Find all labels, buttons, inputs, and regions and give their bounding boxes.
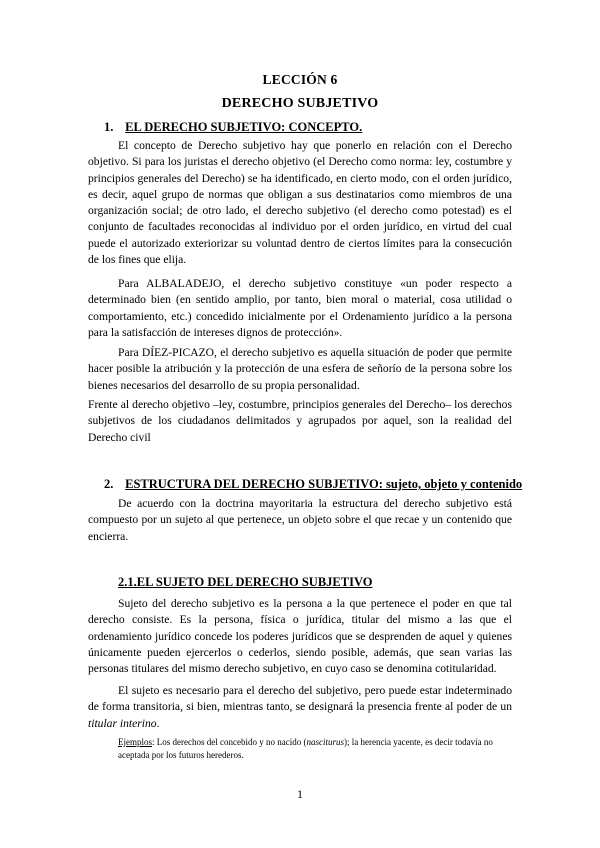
section-1-paragraph-4: Frente al derecho objetivo –ley, costumbre, principios generales del Derecho– los derechos subjetivos de los ciudadanos delimitados y agrupados por aquel, son la realidad del Derecho civil: [88, 398, 512, 444]
section-2-title: ESTRUCTURA DEL DERECHO SUBJETIVO: sujeto, objeto y contenido: [125, 477, 523, 491]
section-2-1-paragraph-2: [88, 683, 512, 732]
examples-note: [118, 736, 518, 762]
main-title: DERECHO SUBJETIVO: [221, 96, 379, 111]
examples-text-1: : Los derechos del concebido y no nacido (: [152, 737, 307, 747]
lesson-title: LECCIÓN 6: [262, 72, 338, 87]
section-1-heading: [104, 120, 362, 135]
section-2-1-title: 2.1.EL SUJETO DEL DERECHO SUBJETIVO: [118, 575, 373, 589]
examples-label: Ejemplos: [118, 737, 152, 747]
section-1-paragraph-3: Para DÍEZ-PICAZO, el derecho subjetivo es aquella situación de poder que permite hacer posible la atribución y la protección de una esfera de señorío de la persona sobre los bienes necesarios del desarrollo de su propia personalidad.: [88, 346, 512, 392]
paragraph-2-end: .: [156, 716, 160, 730]
paragraph-2-main-text: El sujeto es necesario para el derecho del subjetivo, pero puede estar indeterminado de forma transitoria, si bien, mientras tanto, se designará la presencia frente al poder de un: [88, 684, 512, 714]
section-2-number: 2.: [104, 477, 114, 491]
section-2-heading: [104, 477, 522, 492]
section-2-paragraph: De acuerdo con la doctrina mayoritaria la estructura del derecho subjetivo está compuesto por un sujeto al que pertenece, un objeto sobre el que recae y un contenido que encierra.: [88, 497, 512, 543]
section-2-1-paragraph-1: Sujeto del derecho subjetivo es la persona a la que pertenece el poder en que tal derecho consiste. Es la persona, física o jurídica, titular del mismo a las que el ordenamiento jurídico concede los poderes jurídicos que se desprenden de aquel y quienes únicamente pueden ejercerlos o cederlos, siendo posible, además, que sean varias las personas titulares del mismo derecho subjetivo, en cuyo caso se denomina cotitularidad.: [88, 597, 512, 676]
section-1-title: EL DERECHO SUBJETIVO: CONCEPTO.: [125, 120, 363, 134]
section-1-paragraph-1: El concepto de Derecho subjetivo hay que ponerlo en relación con el Derecho objetivo. Si para los juristas el derecho objetivo (el Derecho como norma: ley, costumbre y principios generales del Derecho) se ha identificado, en cierto modo, con el orden jurídico, es decir, aquel grupo de normas que obligan a sus destinatarios como miembros de una organización social; de otro lado, el derecho subjetivo (el derecho como potestad) es el conjunto de facultades reconocidas al individuo por el orden jurídico, en virtud del cual puede el autorizado exteriorizar su voluntad dentro de ciertos límites para la consecución de los fines que elija.: [88, 139, 512, 267]
titular-interino-term: titular interino: [88, 716, 157, 730]
section-1-paragraph-2: Para ALBALADEJO, el derecho subjetivo constituye «un poder respecto a determinado bien (en sentido amplio, por tanto, bien moral o material, cosa utilidad o comportamiento, etc.) concedido inicialmente por el Ordenamiento jurídico a la persona para la satisfacción de intereses dignos de protección».: [88, 277, 512, 339]
examples-text-2: ); la herencia yacente, es decir todavía no aceptada por los futuros herederos.: [118, 737, 493, 760]
page-number: 1: [297, 787, 303, 801]
section-1-number: 1.: [104, 120, 114, 134]
section-2-1-heading: [118, 575, 372, 590]
nasciturus-term: nasciturus: [306, 737, 344, 747]
